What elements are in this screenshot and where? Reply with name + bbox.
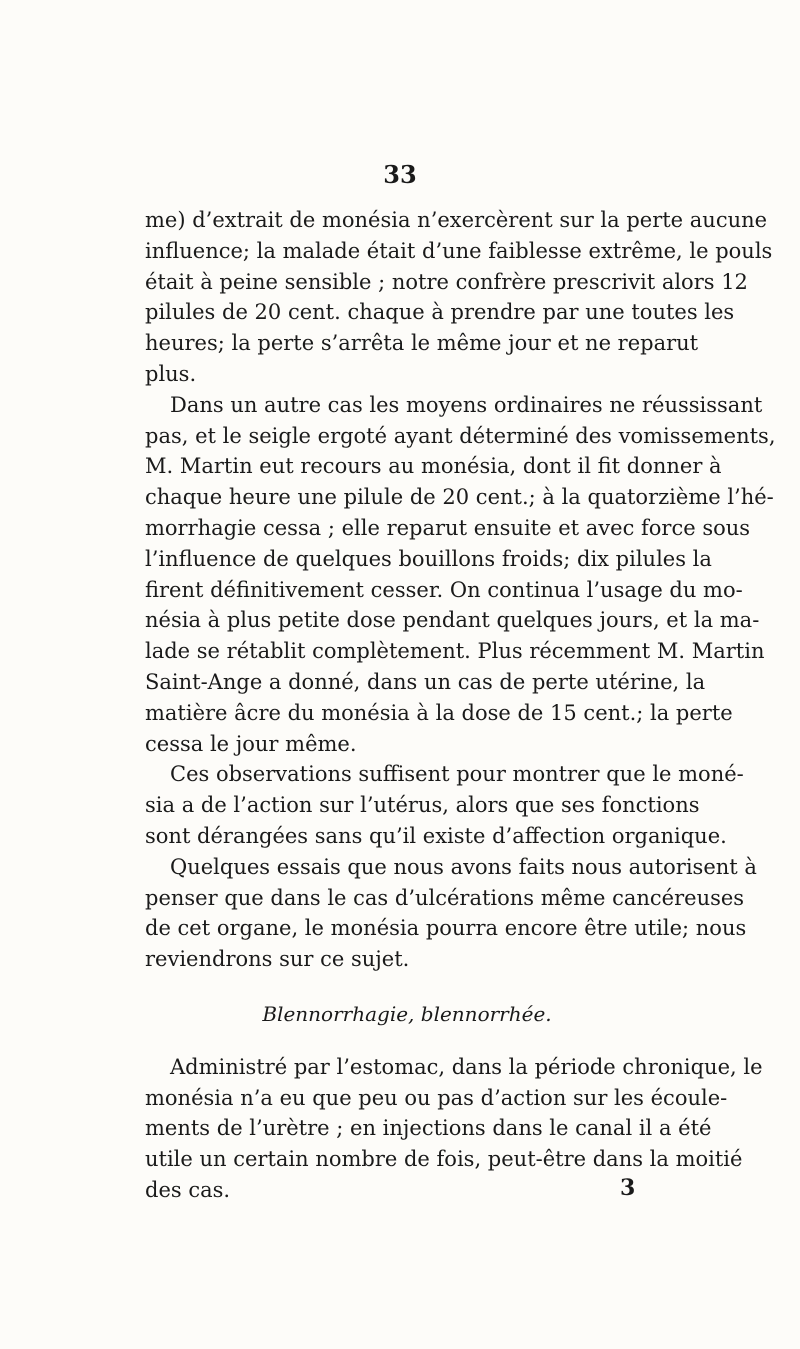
text-line: morrhagie cessa ; elle reparut ensuite et avec force sous [145,515,751,540]
text-line: matière âcre du monésia à la dose de 15 cent.; la perte [145,700,733,725]
paragraph [145,1052,763,1206]
paragraph [145,759,744,851]
page-number: 33 [383,160,417,189]
text-line: me) d’extrait de monésia n’exercèrent sur la perte aucune [145,208,768,232]
signature-mark: 3 [620,1175,636,1201]
text-line: plus. [145,361,197,386]
text-line: sia a de l’action sur l’utérus, alors que ses fonctions [145,793,700,818]
section-heading: Blennorrhagie, blennorrhée. [262,1001,552,1026]
text-line: des cas. [145,1177,231,1202]
text-line: firent définitivement cesser. On continua l’usage du mo- [145,577,743,602]
text-line: penser que dans le cas d’ulcérations même cancéreuses [145,885,745,910]
text-line: monésia n’a eu que peu ou pas d’action sur les écoule- [145,1085,728,1110]
paragraph [145,852,757,975]
text-line: l’influence de quelques bouillons froids; dix pilules la [145,546,712,571]
paragraph [145,205,773,390]
paragraphs-before [145,205,776,975]
text-line: M. Martin eut recours au monésia, dont il fit donner à [145,454,722,479]
text-line: influence; la malade était d’une faiblesse extrême, le pouls [145,238,773,263]
text-line: pilules de 20 cent. chaque à prendre par une toutes les [145,300,735,325]
text-line: nésia à plus petite dose pendant quelques jours, et la ma- [145,608,760,633]
text-line: Quelques essais que nous avons faits nous autorisent à [170,854,757,879]
paragraph [145,390,776,760]
text-line: Dans un autre cas les moyens ordinaires ne réussissant [170,392,763,417]
text-line: Saint-Ange a donné, dans un cas de perte utérine, la [145,669,706,694]
text-line: reviendrons sur ce sujet. [145,947,410,972]
text-line: utile un certain nombre de fois, peut-être dans la moitié [145,1147,743,1172]
text-line: chaque heure une pilule de 20 cent.; à la quatorzième l’hé- [145,485,774,510]
text-line: sont dérangées sans qu’il existe d’affection organique. [145,823,727,848]
text-line: était à peine sensible ; notre confrère prescrivit alors 12 [145,269,748,294]
text-line: lade se rétablit complètement. Plus récemment M. Martin [145,639,765,664]
text-line: de cet organe, le monésia pourra encore être utile; nous [145,916,747,941]
text-line: heures; la perte s’arrêta le même jour et ne reparut [145,331,699,356]
text-line: ments de l’urètre ; en injections dans le canal il a été [145,1116,712,1141]
text-line: pas, et le seigle ergoté ayant déterminé des vomissements, [145,423,776,448]
body-text [145,205,776,1206]
paragraphs-after [145,1052,763,1206]
text-line: cessa le jour même. [145,731,357,756]
text-line: Administré par l’estomac, dans la période chronique, le [170,1054,763,1079]
text-line: Ces observations suffisent pour montrer que le moné- [170,762,744,787]
